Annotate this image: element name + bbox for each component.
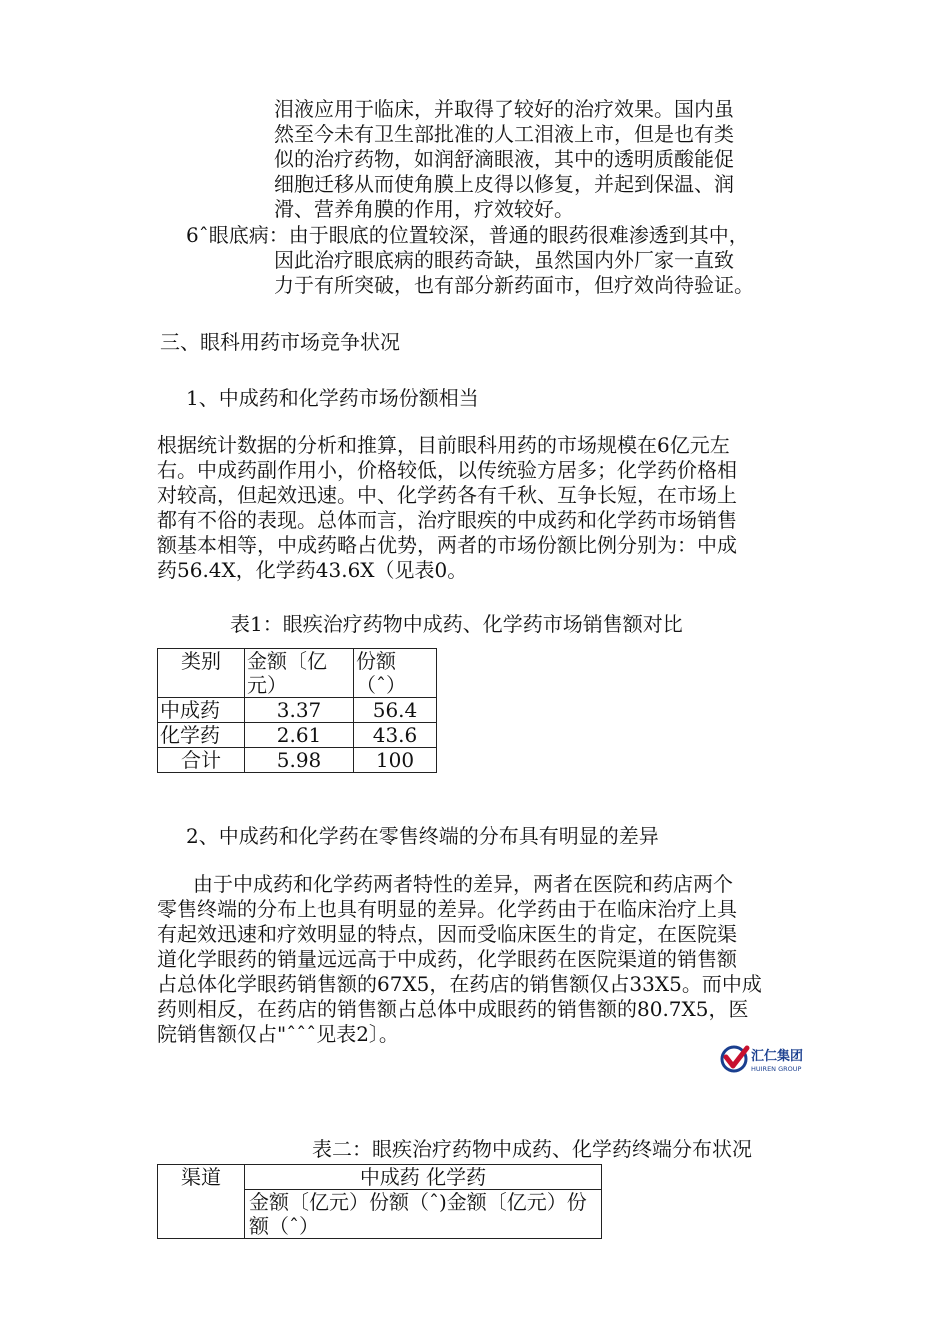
- text-line: 然至今未有卫生部批准的人工泪液上市，但是也有类: [274, 122, 734, 146]
- cell-amount: 2.61: [245, 723, 354, 748]
- body-paragraph-2: [157, 872, 817, 1047]
- cell-share: 43.6: [354, 723, 437, 748]
- text-line: 根据统计数据的分析和推算，目前眼科用药的市场规模在6亿元左: [157, 433, 730, 457]
- text-line: 额基本相等，中成药略占优势，两者的市场份额比例分别为：中成: [157, 533, 737, 557]
- table-header-row: [158, 649, 437, 698]
- text-line: 似的治疗药物，如润舒滴眼液，其中的透明质酸能促: [274, 147, 734, 171]
- header-share: 份额（ˆ）: [354, 649, 437, 698]
- logo-en-text: HUIREN GROUP: [751, 1065, 802, 1073]
- prev-paragraph: [274, 97, 834, 222]
- text-line: 有起效迅速和疗效明显的特点，因而受临床医生的肯定，在医院渠: [157, 922, 737, 946]
- cell-category: 合计: [158, 748, 245, 773]
- table-row: [158, 748, 437, 773]
- header-amount: 金额〔亿元）: [245, 649, 354, 698]
- text-line: 由于中成药和化学药两者特性的差异，两者在医院和药店两个: [193, 872, 733, 896]
- text-line: 零售终端的分布上也具有明显的差异。化学药由于在临床治疗上具: [157, 897, 737, 921]
- table2: [157, 1164, 602, 1239]
- text-line: 力于有所突破，也有部分新药面市，但疗效尚待验证。: [274, 273, 754, 297]
- text-line: 泪液应用于临床，并取得了较好的治疗效果。国内虽: [274, 97, 734, 121]
- text-line: 药56.4X，化学药43.6X（见表0。: [157, 558, 468, 582]
- text-line: 细胞迁移从而使角膜上皮得以修复，并起到保温、润: [274, 172, 734, 196]
- item6-continuation: [274, 248, 754, 298]
- body-paragraph-1: [157, 433, 817, 583]
- item6-first-line: 6ˆ眼底病：由于眼底的位置较深，普通的眼药很难渗透到其中，: [186, 223, 749, 247]
- cell-share: 100: [354, 748, 437, 773]
- text-line: 药则相反，在药店的销售额占总体中成眼药的销售额的80.7X5，医: [157, 997, 749, 1021]
- table-row: [158, 698, 437, 723]
- text-line: 都有不俗的表现。总体而言，治疗眼疾的中成药和化学药市场销售: [157, 508, 737, 532]
- subheading-2: 2、中成药和化学药在零售终端的分布具有明显的差异: [186, 824, 659, 848]
- table2-caption: 表二：眼疾治疗药物中成药、化学药终端分布状况: [312, 1137, 752, 1161]
- text-line: 因此治疗眼底病的眼药奇缺，虽然国内外厂家一直致: [274, 248, 734, 272]
- text-line: 道化学眼药的销量远远高于中成药，化学眼药在医院渠道的销售额: [157, 947, 737, 971]
- section-heading: 三、眼科用药市场竞争状况: [160, 330, 400, 354]
- cell-amount: 5.98: [245, 748, 354, 773]
- header-category: 类别: [158, 649, 245, 698]
- header-groups: 中成药 化学药: [245, 1165, 602, 1190]
- cell-share: 56.4: [354, 698, 437, 723]
- cell-category: 化学药: [158, 723, 245, 748]
- table1: [157, 648, 437, 773]
- huiren-group-logo: [720, 1042, 816, 1076]
- table-row: [158, 723, 437, 748]
- text-line: 院销售额仅占"ˆˆˆ见表2〕。: [157, 1022, 399, 1046]
- logo-cn-text: 汇仁集团: [751, 1049, 804, 1064]
- cell-amount: 3.37: [245, 698, 354, 723]
- text-line: 滑、营养角膜的作用，疗效较好。: [274, 197, 574, 221]
- subheading-1: 1、中成药和化学药市场份额相当: [186, 386, 479, 410]
- cell-category: 中成药: [158, 698, 245, 723]
- text-line: 占总体化学眼药销售额的67X5，在药店的销售额仅占33X5。而中成: [157, 972, 762, 996]
- text-line: 对较高，但起效迅速。中、化学药各有千秋、互争长短，在市场上: [157, 483, 737, 507]
- table-header-row: [158, 1165, 602, 1190]
- table1-caption: 表1：眼疾治疗药物中成药、化学药市场销售额对比: [230, 612, 683, 636]
- header-subcolumns: 金额〔亿元）份额（ˆ)金额〔亿元）份额（ˆ）: [245, 1190, 602, 1239]
- header-channel: 渠道: [158, 1165, 245, 1239]
- text-line: 右。中成药副作用小，价格较低，以传统验方居多；化学药价格相: [157, 458, 737, 482]
